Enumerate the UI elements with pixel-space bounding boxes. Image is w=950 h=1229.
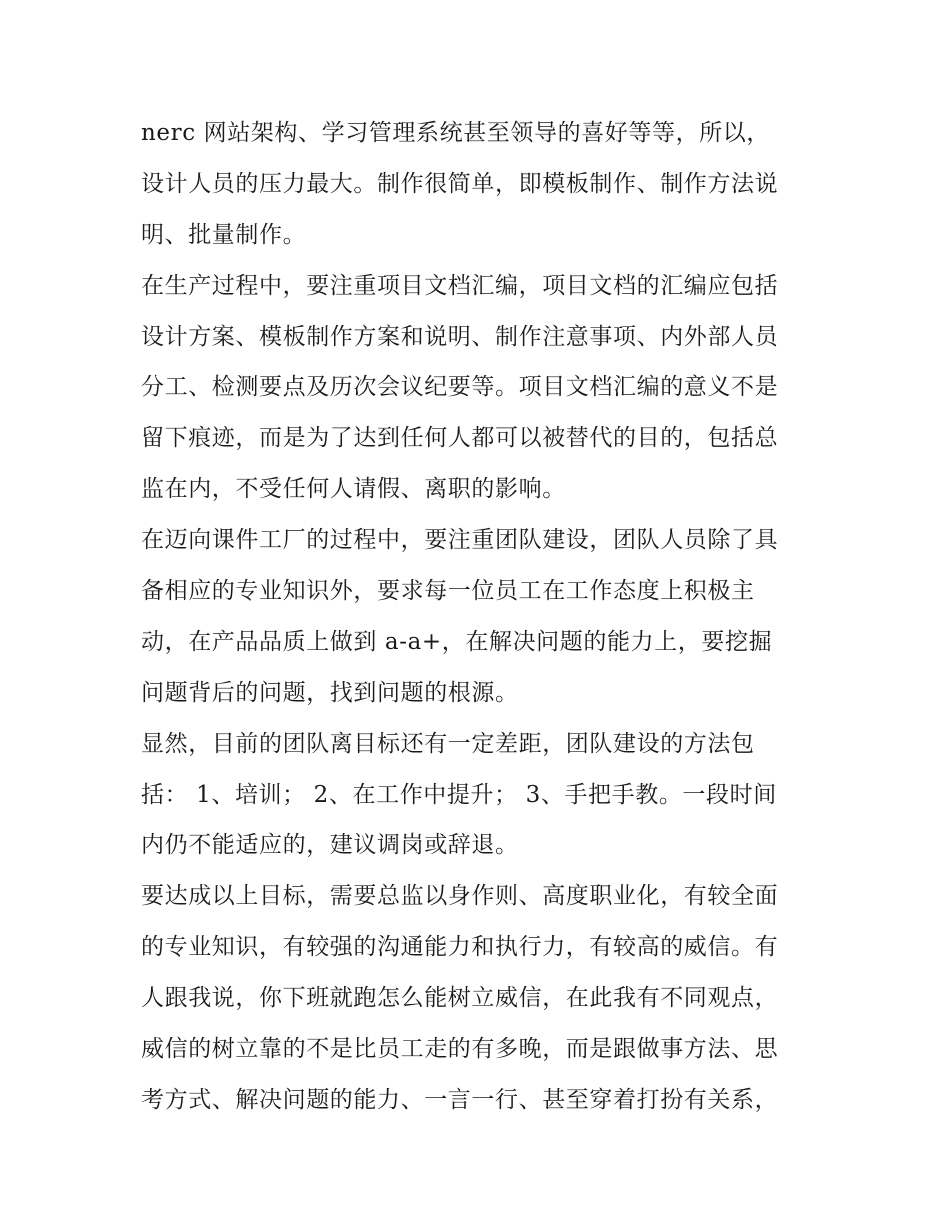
text-line: 考方式、解决问题的能力、一言一行、甚至穿着打扮有关系，: [141, 1086, 779, 1113]
text-line: 显然，目前的团队离目标还有一定差距，团队建设的方法包: [141, 730, 755, 757]
text-line: 威信的树立靠的不是比员工走的有多晚，而是跟做事方法、思: [141, 1036, 779, 1063]
text-line: 问题背后的问题，找到问题的根源。: [141, 679, 519, 706]
text-line: 在迈向课件工厂的过程中，要注重团队建设，团队人员除了具: [141, 527, 779, 554]
text-line: 括： 1、培训； 2、在工作中提升； 3、手把手教。一段时间: [141, 781, 777, 808]
text-line: 要达成以上目标，需要总监以身作则、高度职业化，有较全面: [141, 883, 779, 910]
text-line: 设计人员的压力最大。制作很简单，即模板制作、制作方法说: [141, 170, 779, 197]
text-line: 的专业知识，有较强的沟通能力和执行力，有较高的威信。有: [141, 934, 779, 961]
text-line: 明、批量制作。: [141, 221, 307, 248]
text-line: 监在内，不受任何人请假、离职的影响。: [141, 476, 566, 503]
text-line: 备相应的专业知识外，要求每一位员工在工作态度上积极主: [141, 578, 755, 605]
paragraph-5: [141, 871, 821, 1125]
paragraph-2: [141, 261, 821, 515]
text-line: nerc 网站架构、学习管理系统甚至领导的喜好等等，所以，: [141, 120, 771, 146]
paragraph-4: [141, 719, 821, 872]
text-line: 分工、检测要点及历次会议纪要等。项目文档汇编的意义不是: [141, 374, 779, 401]
text-line: 在生产过程中，要注重项目文档汇编，项目文档的汇编应包括: [141, 272, 779, 299]
text-line: 设计方案、模板制作方案和说明、制作注意事项、内外部人员: [141, 323, 779, 350]
paragraph-3: [141, 515, 821, 719]
paragraph-1: [141, 108, 821, 261]
document-body: [141, 108, 821, 1126]
text-line: 内仍不能适应的，建议调岗或辞退。: [141, 832, 519, 859]
text-line: 留下痕迹，而是为了达到任何人都可以被替代的目的，包括总: [141, 425, 779, 452]
text-line: 动，在产品品质上做到 a-a+，在解决问题的能力上，要挖掘: [141, 628, 773, 655]
text-line: 人跟我说，你下班就跑怎么能树立威信，在此我有不同观点，: [141, 985, 779, 1012]
